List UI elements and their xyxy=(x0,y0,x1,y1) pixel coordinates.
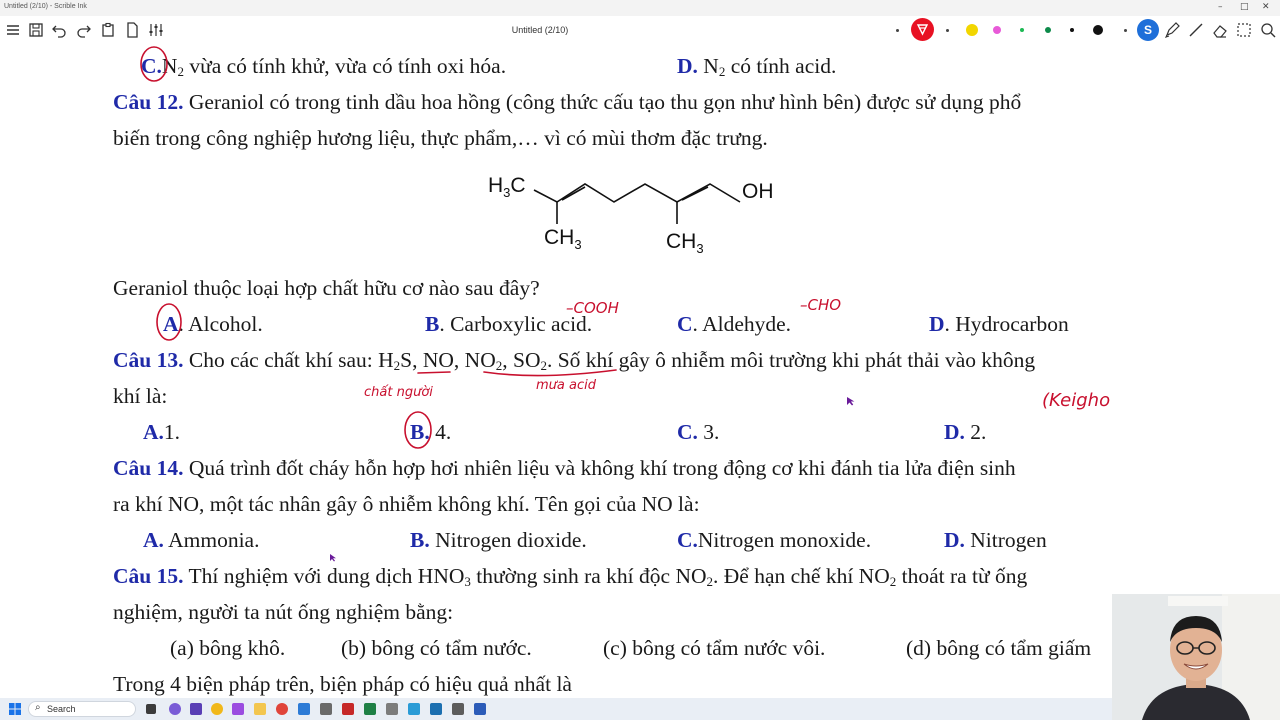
maximize-button[interactable]: □ xyxy=(1240,2,1249,12)
q14-option-c: C.Nitrogen monoxide. xyxy=(677,528,872,552)
q15-choice-d: (d) bông có tẩm giấm xyxy=(906,636,1092,660)
q14-line1: Câu 14. Quá trình đốt cháy hỗn hợp hơi nhiên liệu và không khí trong động cơ khi đánh tia lửa điện sinh xyxy=(113,456,1016,480)
q15-choice-a: (a) bông khô. xyxy=(170,636,286,660)
separator-dot xyxy=(946,29,949,32)
q12-line1: Câu 12. Geraniol có trong tinh dầu hoa hồng (công thức cấu tạo thu gọn như hình bên) được sử dụng phổ xyxy=(113,90,1022,114)
app-icon-notes[interactable] xyxy=(386,703,398,715)
minimize-button[interactable]: – xyxy=(1218,2,1223,12)
pen-light-green[interactable] xyxy=(1020,28,1024,32)
scrible-ink-icon[interactable] xyxy=(430,703,442,715)
pen-blue-active[interactable]: S xyxy=(1137,19,1159,41)
q15-choice-b: (b) bông có tẩm nước. xyxy=(341,636,532,660)
undo-icon[interactable] xyxy=(50,21,68,39)
separator-dot xyxy=(1124,29,1127,32)
app-icon-gray[interactable] xyxy=(320,703,332,715)
webcam-overlay xyxy=(1112,594,1280,720)
pen-red-active[interactable] xyxy=(911,18,934,41)
new-page-icon[interactable] xyxy=(123,21,141,39)
q14-line2: ra khí NO, một tác nhân gây ô nhiễm không khí. Tên gọi của NO là: xyxy=(113,492,700,516)
save-icon[interactable] xyxy=(27,21,45,39)
q14-option-b: B. Nitrogen dioxide. xyxy=(410,528,587,552)
search-icon: ⌕ xyxy=(35,702,41,713)
mol-ch3-left-label: $CH_3$ xyxy=(544,226,582,252)
q12-question: Geraniol thuộc loại hợp chất hữu cơ nào sau đây? xyxy=(113,276,540,300)
file-explorer-icon[interactable] xyxy=(254,703,266,715)
line-tool-icon[interactable] xyxy=(1187,21,1205,39)
window-titlebar xyxy=(0,0,1280,16)
q12-option-b: B. Carboxylic acid. xyxy=(425,312,593,336)
app-icon-violet[interactable] xyxy=(232,703,244,715)
pen-black-thick[interactable] xyxy=(1093,25,1103,35)
pen-black-thin[interactable] xyxy=(1070,28,1074,32)
highlighter-icon[interactable] xyxy=(1163,21,1181,39)
app-icon-purple[interactable] xyxy=(169,703,181,715)
app-icon-red[interactable] xyxy=(276,703,288,715)
ink-note-chat-nguoi: chất người xyxy=(364,385,433,400)
q11-option-d: D. $N_2$ có tính acid. xyxy=(677,54,837,79)
q13-line2: khí là: xyxy=(113,384,168,408)
mol-oh-label: OH xyxy=(742,180,774,203)
presenter-video-image xyxy=(1112,594,1280,720)
q15-line2: nghiệm, người ta nút ống nghiệm bằng: xyxy=(113,600,454,624)
excel-icon[interactable] xyxy=(364,703,376,715)
separator-dot xyxy=(896,29,899,32)
search-zoom-icon[interactable] xyxy=(1259,21,1277,39)
geraniol-structure-diagram xyxy=(482,162,802,262)
ink-note-cho: –CHO xyxy=(800,296,842,314)
edge-icon[interactable] xyxy=(298,703,310,715)
q11-option-c: $C.N_2$ vừa có tính khử, vừa có tính oxi hóa. xyxy=(141,54,507,79)
window-title: Untitled (2/10) - Scrible Ink xyxy=(4,3,87,10)
q13-option-b: B. 4. xyxy=(410,420,452,444)
app-toolbar xyxy=(0,16,1280,44)
app-icon-blue[interactable] xyxy=(408,703,420,715)
ink-note-mua-acid: mưa acid xyxy=(536,378,596,393)
mol-h3c-label: $H_3C$ xyxy=(488,174,526,200)
pdf-icon[interactable] xyxy=(342,703,354,715)
os-taskbar xyxy=(0,698,1112,720)
q12-option-a: A. Alcohol. xyxy=(163,312,263,336)
q15-line1: Câu 15. Thí nghiệm với dung dịch $HNO_3$ thường sinh ra khí độc $NO_2$. Để hạn chế khí $NO_2$ thoát ra từ ống xyxy=(113,564,1028,589)
menu-icon[interactable] xyxy=(4,21,22,39)
windows-start-icon[interactable] xyxy=(9,703,21,715)
q15-line3: Trong 4 biện pháp trên, biện pháp có hiệu quả nhất là xyxy=(113,672,572,696)
close-button[interactable]: ✕ xyxy=(1262,2,1270,12)
select-lasso-icon[interactable] xyxy=(1235,21,1253,39)
q13-option-c: C. 3. xyxy=(677,420,720,444)
pen-yellow[interactable] xyxy=(966,24,978,36)
q13-line1: Câu 13. Cho các chất khí sau: $H_2S$, NO, $NO_2$, $SO_2$. Số khí gây ô nhiễm môi trường khi phát thải vào không xyxy=(113,348,1036,373)
eraser-icon[interactable] xyxy=(1211,21,1229,39)
word-icon[interactable] xyxy=(474,703,486,715)
mol-ch3-right-label: $CH_3$ xyxy=(666,230,704,256)
paste-icon[interactable] xyxy=(99,21,117,39)
q14-option-d: D. Nitrogen xyxy=(944,528,1047,552)
q12-option-d: D. Hydrocarbon xyxy=(929,312,1069,336)
document-title: Untitled (2/10) xyxy=(511,25,569,35)
q14-option-a: A. Ammonia. xyxy=(143,528,260,552)
ink-note-keigho: (Keigho xyxy=(1042,390,1111,411)
q13-option-a: A.1. xyxy=(143,420,181,444)
document-page xyxy=(0,44,1280,698)
q15-choice-c: (c) bông có tẩm nước vôi. xyxy=(603,636,826,660)
q13-option-d: D. 2. xyxy=(944,420,987,444)
ink-note-cooh: –COOH xyxy=(566,299,619,317)
q12-line2: biến trong công nghiệp hương liệu, thực phẩm,… vì có mùi thơm đặc trưng. xyxy=(113,126,768,150)
pen-dark-green[interactable] xyxy=(1045,27,1051,33)
app-icon-dark[interactable] xyxy=(452,703,464,715)
settings-sliders-icon[interactable] xyxy=(147,21,165,39)
app-icon-chat[interactable] xyxy=(190,703,202,715)
task-view-icon[interactable] xyxy=(146,704,156,714)
redo-icon[interactable] xyxy=(75,21,93,39)
pen-pink[interactable] xyxy=(993,26,1001,34)
taskbar-search-input[interactable]: ⌕ Search xyxy=(28,701,136,717)
chrome-icon[interactable] xyxy=(211,703,223,715)
q12-option-c: C. Aldehyde. xyxy=(677,312,792,336)
